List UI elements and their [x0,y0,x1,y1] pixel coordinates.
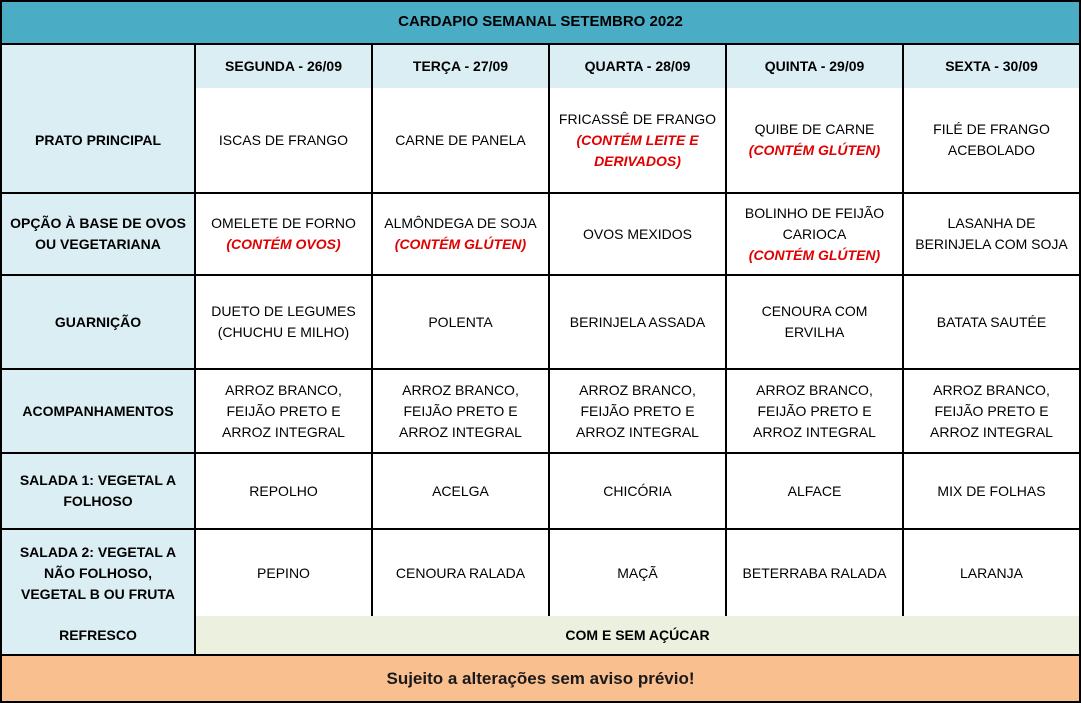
menu-row [2,192,1079,274]
menu-cell [371,276,548,368]
row-label-cell: ACOMPANHAMENTOS [2,370,194,452]
menu-cell [725,454,902,528]
allergen-note: (CONTÉM LEITE E DERIVADOS) [576,131,699,169]
dish-name: BERINJELA ASSADA [569,313,706,330]
menu-cell [902,194,1079,274]
menu-cell [725,276,902,368]
menu-cell [371,370,548,452]
dish-name: REPOLHO [249,482,318,499]
allergen-note: (CONTÉM GLÚTEN) [394,236,527,252]
menu-cell [725,88,902,192]
refresco-value-cell: COM E SEM AÇÚCAR [194,616,1079,654]
menu-cell [548,530,725,616]
menu-cell [548,454,725,528]
menu-cell [548,194,725,274]
menu-cell [902,370,1079,452]
dish-name: PEPINO [257,564,310,581]
menu-row [2,274,1079,368]
menu-cell [725,194,902,274]
menu-cell [371,88,548,192]
dish-name: FRICASSÊ DE FRANGO [558,110,717,127]
row-label-cell: GUARNIÇÃO [2,276,194,368]
menu-cell [548,88,725,192]
footer-notice: Sujeito a alterações sem aviso prévio! [386,668,695,688]
dish-name: BOLINHO DE FEIJÃO CARIOCA [744,204,885,242]
dish-name: ACELGA [432,482,489,499]
dish-name: BATATA SAUTÉE [936,313,1047,330]
refresco-row [2,616,1079,654]
dish-name: QUIBE DE CARNE [754,121,875,137]
menu-cell [902,276,1079,368]
day-header-cell: QUARTA - 28/09 [548,45,725,88]
menu-cell [902,530,1079,616]
dish-name: MIX DE FOLHAS [937,482,1046,499]
menu-cell [194,194,371,274]
dish-name: FILÉ DE FRANGO ACEBOLADO [933,121,1050,158]
menu-cell [371,194,548,274]
menu-cell [548,370,725,452]
dish-name: ARROZ BRANCO, FEIJÃO PRETO E ARROZ INTEGRAL [930,381,1053,440]
menu-cell [194,454,371,528]
dish-name: CHICÓRIA [603,482,672,499]
day-header-cell: TERÇA - 27/09 [371,45,548,88]
menu-cell [371,530,548,616]
corner-empty-cell [2,45,194,88]
menu-cell [902,454,1079,528]
menu-cell [371,454,548,528]
menu-row [2,368,1079,452]
menu-cell [548,276,725,368]
row-label-cell: PRATO PRINCIPAL [2,88,194,192]
menu-cell [902,88,1079,192]
dish-name: DUETO DE LEGUMES (CHUCHU E MILHO) [211,303,356,340]
dish-name: ARROZ BRANCO, FEIJÃO PRETO E ARROZ INTEGRAL [576,381,699,440]
menu-cell [725,530,902,616]
menu-cell [725,370,902,452]
dish-name: ARROZ BRANCO, FEIJÃO PRETO E ARROZ INTEGRAL [222,381,345,440]
dish-name: OMELETE DE FORNO [211,215,356,231]
dish-name: ALFACE [787,482,842,499]
day-header-cell: SEXTA - 30/09 [902,45,1079,88]
row-label-cell: SALADA 1: VEGETAL A FOLHOSO [2,454,194,528]
row-label-refresco: REFRESCO [2,616,194,654]
menu-cell [194,370,371,452]
row-label-cell: OPÇÃO À BASE DE OVOS OU VEGETARIANA [2,194,194,274]
row-label-cell: SALADA 2: VEGETAL A NÃO FOLHOSO, VEGETAL B OU FRUTA [2,530,194,616]
menu-row [2,88,1079,192]
allergen-note: (CONTÉM GLÚTEN) [748,246,881,263]
dish-name: MAÇÃ [617,564,658,581]
menu-row [2,528,1079,616]
dish-name: ALMÔNDEGA DE SOJA [384,215,537,231]
dish-name: CENOURA RALADA [395,564,526,581]
menu-cell [194,88,371,192]
day-header-cell: SEGUNDA - 26/09 [194,45,371,88]
dish-name: CARNE DE PANELA [395,131,526,148]
menu-cell [194,276,371,368]
dish-name: ARROZ BRANCO, FEIJÃO PRETO E ARROZ INTEGRAL [753,381,876,440]
menu-row [2,452,1079,528]
title-bar [2,2,1079,43]
dish-name: BETERRABA RALADA [742,564,887,581]
dish-name: ISCAS DE FRANGO [218,131,349,148]
day-header-cell: QUINTA - 29/09 [725,45,902,88]
header-row [2,43,1079,88]
dish-name: OVOS MEXIDOS [583,225,692,242]
footer-banner [2,654,1079,701]
dish-name: POLENTA [428,313,493,330]
allergen-note: (CONTÉM OVOS) [226,236,341,252]
dish-name: LASANHA DE BERINJELA COM SOJA [915,215,1068,252]
allergen-note: (CONTÉM GLÚTEN) [748,142,881,158]
dish-name: LARANJA [959,564,1024,581]
dish-name: ARROZ BRANCO, FEIJÃO PRETO E ARROZ INTEGRAL [399,381,522,440]
page-title: CARDAPIO SEMANAL SETEMBRO 2022 [398,13,683,31]
dish-name: CENOURA COM ERVILHA [761,303,868,340]
menu-cell [194,530,371,616]
